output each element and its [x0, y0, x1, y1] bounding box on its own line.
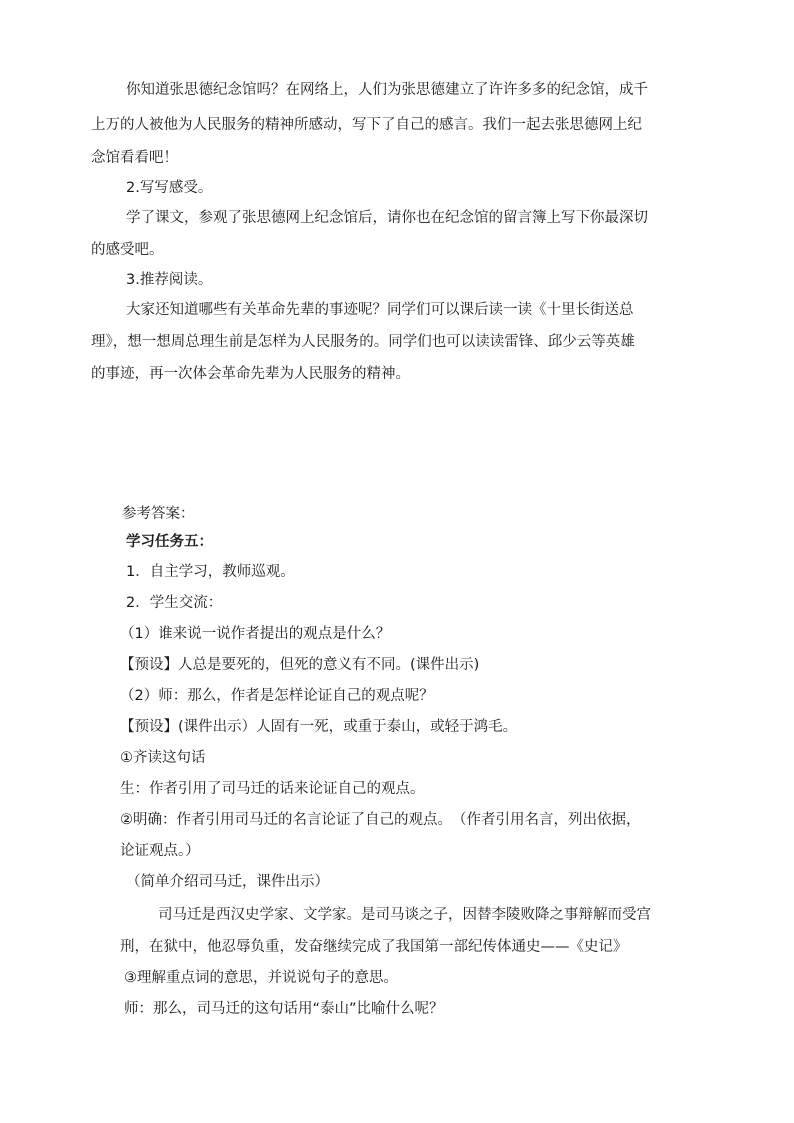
- preset-answer: 【预设】(课件出示）人固有一死，或重于泰山，或轻于鸿毛。: [120, 719, 518, 735]
- list-item: 1．自主学习，教师巡观。: [126, 564, 295, 580]
- paragraph-line: 念馆看看吧！: [91, 150, 178, 166]
- paragraph-line: 你知道张思德纪念馆吗？在网络上，人们为张思德建立了许许多多的纪念馆，成千: [126, 82, 648, 98]
- paragraph-line: 理》，想一想周总理生前是怎样为人民服务的。同学们也可以读读雷锋、邱少云等英雄: [91, 334, 635, 350]
- task-title: 学习任务五：: [126, 534, 213, 550]
- list-item: 2．学生交流：: [126, 595, 223, 611]
- section-heading: 3.推荐阅读。: [126, 272, 213, 288]
- bio-line: 司马迁是西汉史学家、文学家。是司马谈之子，因替李陵败降之事辩解而受宫: [158, 907, 651, 923]
- step-item: ①齐读这句话: [120, 750, 206, 766]
- question: （2）师：那么，作者是怎样论证自己的观点呢？: [120, 688, 434, 704]
- step-item-continued: 论证观点。）: [120, 843, 200, 859]
- paragraph-line: 的事迹，再一次体会革命先辈为人民服务的精神。: [91, 366, 410, 382]
- step-item: ②明确：作者引用司马迁的名言论证了自己的观点。 （作者引用名言，列出依据，: [120, 812, 641, 828]
- paragraph-line: 上万的人被他为人民服务的精神所感动，写下了自己的感言。我们一起去张思德网上纪: [91, 117, 642, 133]
- paragraph-line: 学了课文，参观了张思德网上纪念馆后，请你也在纪念馆的留言簿上写下你最深切: [126, 210, 648, 226]
- question: （1）谁来说一说作者提出的观点是什么？: [120, 626, 391, 642]
- bio-line: 刑，在狱中，他忍辱负重，发奋继续完成了我国第一部纪传体通史——《史记》: [120, 939, 628, 955]
- preset-answer: 【预设】人总是要死的，但死的意义有不同。(课件出示): [120, 657, 480, 673]
- paragraph-line: 的感受吧。: [91, 242, 164, 258]
- student-answer: 生：作者引用了司马迁的话来论证自己的观点。: [120, 781, 425, 797]
- step-item: ③理解重点词的意思，并说说句子的意思。: [124, 970, 398, 986]
- paragraph-line: 大家还知道哪些有关革命先辈的事迹呢？同学们可以课后读一读《十里长街送总: [126, 302, 634, 318]
- teacher-question: 师：那么，司马迁的这句话用“泰山”比喻什么呢？: [124, 1001, 444, 1017]
- intro-note: （简单介绍司马迁，课件出示）: [126, 874, 329, 890]
- section-heading: 2.写写感受。: [126, 180, 213, 196]
- reference-label: 参考答案：: [122, 506, 195, 522]
